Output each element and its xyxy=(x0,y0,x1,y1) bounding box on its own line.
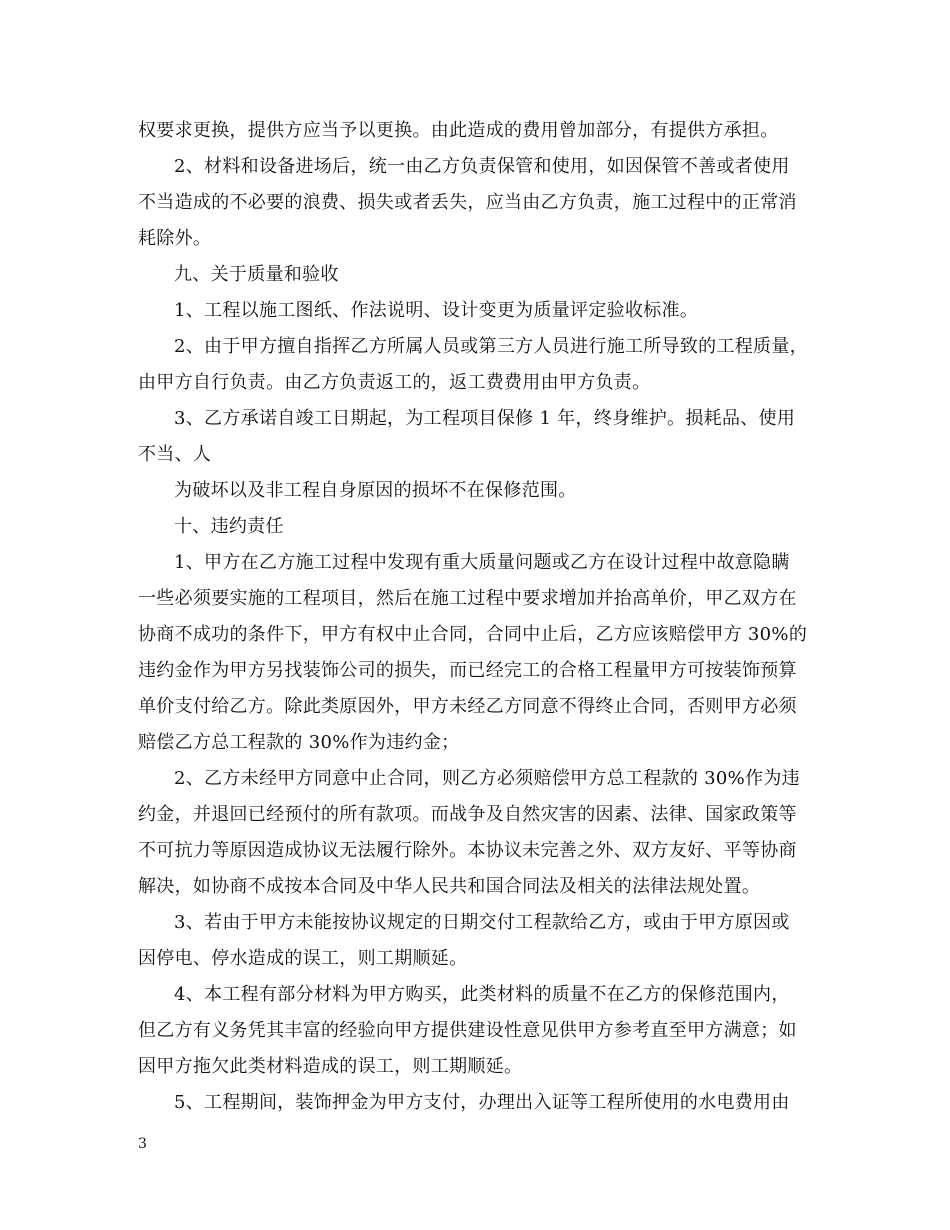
text-line: 不当、人 xyxy=(138,444,212,465)
text-line: 一些必须要实施的工程项目，然后在施工过程中要求增加并抬高单价，甲乙双方在 xyxy=(138,588,797,609)
text-line: 1、工程以施工图纸、作法说明、设计变更为质量评定验收标准。 xyxy=(174,300,699,321)
text-line: 由甲方自行负责。由乙方负责返工的，返工费费用由甲方负责。 xyxy=(138,372,651,393)
text-line: 2、由于甲方擅自指挥乙方所属人员或第三方人员进行施工所导致的工程质量， xyxy=(174,336,808,357)
text-line: 不当造成的不必要的浪费、损失或者丢失，应当由乙方负责，施工过程中的正常消 xyxy=(138,192,797,213)
text-line: 权要求更换，提供方应当予以更换。由此造成的费用曾加部分，有提供方承担。 xyxy=(138,120,779,141)
text-line: 但乙方有义务凭其丰富的经验向甲方提供建设性意见供甲方参考直至甲方满意；如 xyxy=(138,1020,797,1041)
text-line: 为破坏以及非工程自身原因的损坏不在保修范围。 xyxy=(174,480,577,501)
text-line: 约金，并退回已经预付的所有款项。而战争及自然灾害的因素、法律、国家政策等 xyxy=(138,804,797,825)
text-line: 赔偿乙方总工程款的 30%作为违约金； xyxy=(138,732,460,753)
text-line: 解决，如协商不成按本合同及中华人民共和国合同法及相关的法律法规处置。 xyxy=(138,876,761,897)
text-line: 4、本工程有部分材料为甲方购买，此类材料的质量不在乙方的保修范围内， xyxy=(174,984,790,1005)
document-body xyxy=(138,113,818,1121)
text-line: 3、若由于甲方未能按协议规定的日期交付工程款给乙方，或由于甲方原因或 xyxy=(174,912,790,933)
text-line: 1、甲方在乙方施工过程中发现有重大质量问题或乙方在设计过程中故意隐瞒 xyxy=(174,552,790,573)
text-line: 5、工程期间，装饰押金为甲方支付，办理出入证等工程所使用的水电费用由 xyxy=(174,1092,790,1113)
text-line: 单价支付给乙方。除此类原因外，甲方未经乙方同意不得终止合同，否则甲方必须 xyxy=(138,696,797,717)
text-line: 违约金作为甲方另找装饰公司的损失，而已经完工的合格工程量甲方可按装饰预算 xyxy=(138,660,797,681)
text-line: 协商不成功的条件下，甲方有权中止合同，合同中止后，乙方应该赔偿甲方 30%的 xyxy=(138,624,808,645)
text-line: 因甲方拖欠此类材料造成的误工，则工期顺延。 xyxy=(138,1056,523,1077)
section-heading: 九、关于质量和验收 xyxy=(174,264,339,285)
text-line: 2、乙方未经甲方同意中止合同，则乙方必须赔偿甲方总工程款的 30%作为违 xyxy=(174,768,800,789)
text-line: 2、材料和设备进场后，统一由乙方负责保管和使用，如因保管不善或者使用 xyxy=(174,156,790,177)
section-heading: 十、违约责任 xyxy=(174,516,284,537)
text-line: 3、乙方承诺自竣工日期起，为工程项目保修 1 年，终身维护。损耗品、使用 xyxy=(174,408,796,429)
page-number: 3 xyxy=(138,1136,147,1152)
text-line: 不可抗力等原因造成协议无法履行除外。本协议未完善之外、双方友好、平等协商 xyxy=(138,840,797,861)
text-line: 耗除外。 xyxy=(138,228,212,249)
text-line: 因停电、停水造成的误工，则工期顺延。 xyxy=(138,948,468,969)
